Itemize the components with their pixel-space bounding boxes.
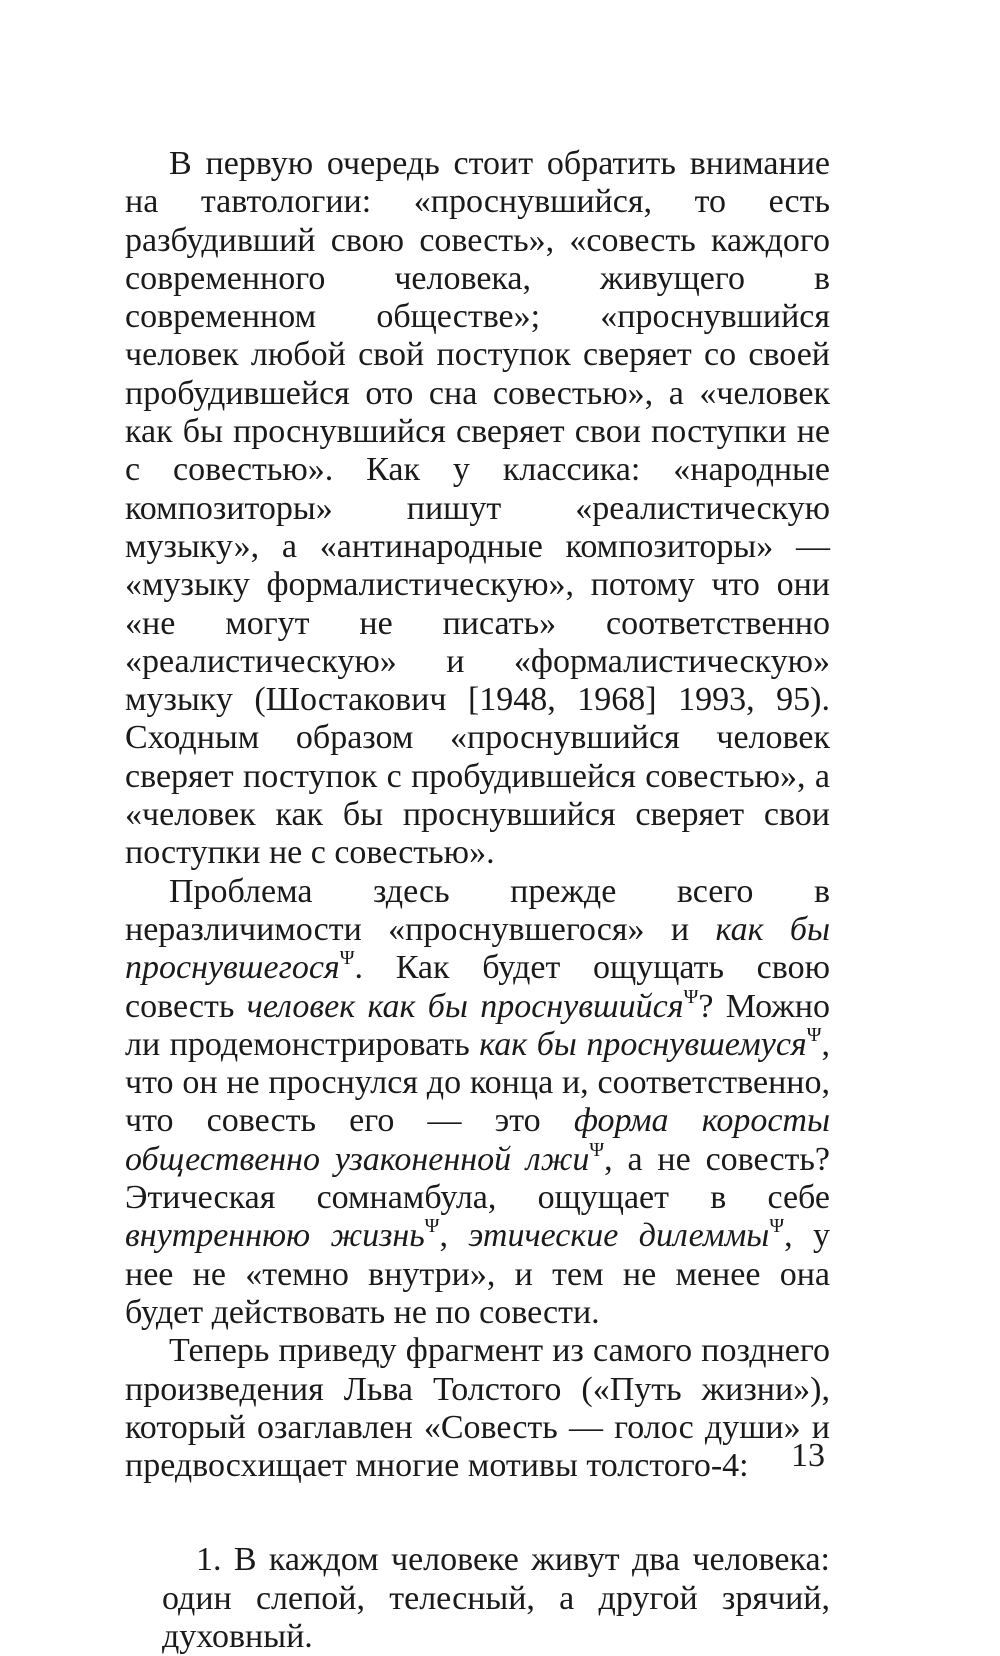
italic-phrase: этические дилеммы	[468, 1217, 770, 1255]
psi-marker: Ψ	[683, 985, 699, 1008]
italic-phrase: форма коросты общественно узаконенной лжи	[125, 1102, 830, 1178]
italic-phrase: как бы проснувшегося	[125, 910, 831, 987]
text-run: , что он не проснулся до конца и, соответственно, что совесть его — это	[125, 1025, 830, 1140]
paragraph	[125, 1332, 830, 1485]
text-run: . Как будет ощущать свою совесть	[125, 949, 830, 1025]
psi-marker: Ψ	[339, 947, 355, 970]
text-run: Теперь приведу фрагмент из самого позднего произведения Льва Толстого («Путь жизни»), который озаглавлен «Совесть — голос души» и предвосхищает многие мотивы толстого-4:	[125, 1332, 830, 1485]
text-run: В первую очередь стоит обратить внимание на тавтологии: «проснувшийся, то есть разбудивший свою совесть», «совесть каждого современного человека, живущего в современном обществе»; «проснувшийся человек любой свой поступок сверяет со своей пробудившейся ото сна совестью», а «человек как бы проснувшийся сверяет свои поступки не с совестью». Как у классика: «народные композиторы» пишут «реалистическую музыку», а «антинародные композиторы» — «музыку формалистическую», потому что они «не могут не писать» соответственно «реалистическую» и «формалистическую» музыку (Шостакович [1948, 1968] 1993, 95). Сходным образом «проснувшийся человек сверяет поступок с пробудившейся совестью», а «человек как бы проснувшийся сверяет свои поступки не с совестью».	[125, 145, 830, 872]
psi-marker: Ψ	[589, 1138, 605, 1161]
text-run: Проблема здесь прежде всего в неразличимости «проснувшегося» и	[125, 872, 830, 948]
paragraph	[125, 873, 830, 1333]
psi-marker: Ψ	[806, 1023, 822, 1046]
quote-block: 1. В каждом человеке живут два человека: один слепой, телесный, а другой зрячий, духовный.	[162, 1541, 830, 1655]
italic-phrase: внутреннюю жизнь	[125, 1217, 425, 1255]
text-run: , у нее не «темно внутри», и тем не менее она будет действовать не по совести.	[125, 1217, 830, 1331]
page-number: 13	[791, 1437, 825, 1474]
italic-phrase: человек как бы проснувшийся	[246, 987, 684, 1025]
psi-marker: Ψ	[424, 1215, 440, 1238]
psi-marker: Ψ	[769, 1215, 785, 1238]
page-body	[125, 145, 830, 1656]
paragraph	[125, 145, 830, 873]
text-run: ,	[439, 1217, 469, 1255]
italic-phrase: как бы проснувшемуся	[479, 1025, 807, 1063]
text-run: ? Можно ли продемонстрировать	[125, 987, 830, 1063]
text-run: , а не совесть? Этическая сомнамбула, ощущает в себе	[125, 1140, 830, 1217]
